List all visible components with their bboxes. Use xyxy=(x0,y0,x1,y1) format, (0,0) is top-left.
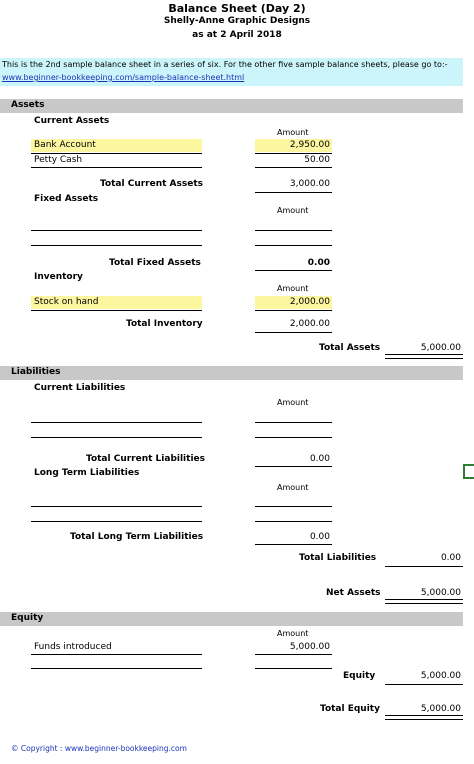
section-assets xyxy=(0,99,463,113)
underline xyxy=(31,230,202,231)
underline xyxy=(255,270,332,271)
notice-text: This is the 2nd sample balance sheet in a series of six. For the other five sample balance sheets, please go to:- xyxy=(2,60,448,69)
underline xyxy=(31,521,202,522)
total-fixed-assets-label: Total Fixed Assets xyxy=(109,258,201,268)
equity-subtotal-label: Equity xyxy=(343,671,376,681)
underline xyxy=(255,654,332,655)
section-equity xyxy=(0,612,463,626)
amount-header: Amount xyxy=(277,398,309,407)
underline xyxy=(255,466,332,467)
equity-subtotal-value: 5,000.00 xyxy=(420,671,461,681)
section-liabilities xyxy=(0,366,463,380)
total-current-liabilities-label: Total Current Liabilities xyxy=(86,454,205,464)
asset-row-value[interactable]: 50.00 xyxy=(304,155,330,165)
total-current-liabilities-value: 0.00 xyxy=(309,454,330,464)
amount-header: Amount xyxy=(277,128,309,137)
report-date: as at 2 April 2018 xyxy=(192,30,282,40)
underline xyxy=(385,684,463,685)
underline xyxy=(255,167,332,168)
total-liabilities-value: 0.00 xyxy=(440,553,461,563)
total-long-term-liabilities-value: 0.00 xyxy=(309,532,330,542)
equity-row-label[interactable]: Funds introduced xyxy=(34,642,112,652)
current-assets-heading: Current Assets xyxy=(34,116,110,126)
underline xyxy=(31,167,202,168)
section-liabilities-label: Liabilities xyxy=(11,367,61,377)
underline xyxy=(31,668,202,669)
underline xyxy=(255,506,332,507)
equity-row-value[interactable]: 5,000.00 xyxy=(289,642,330,652)
underline xyxy=(255,192,332,193)
net-assets-value: 5,000.00 xyxy=(420,588,461,598)
underline xyxy=(255,544,332,545)
amount-header: Amount xyxy=(277,206,309,215)
asset-row-label[interactable]: Bank Account xyxy=(34,140,96,150)
underline xyxy=(255,437,332,438)
underline xyxy=(31,310,202,311)
notice-link[interactable]: www.beginner-bookkeeping.com/sample-balance-sheet.html xyxy=(2,73,245,82)
section-assets-label: Assets xyxy=(11,100,45,110)
section-equity-label: Equity xyxy=(11,613,44,623)
total-equity-label: Total Equity xyxy=(320,704,380,714)
total-inventory-label: Total Inventory xyxy=(126,319,203,329)
total-assets-value: 5,000.00 xyxy=(420,343,461,353)
underline xyxy=(31,153,202,154)
asset-row-label[interactable]: Petty Cash xyxy=(34,155,83,165)
underline xyxy=(255,422,332,423)
double-underline xyxy=(385,715,463,720)
underline xyxy=(255,521,332,522)
double-underline xyxy=(385,354,463,359)
amount-header: Amount xyxy=(277,629,309,638)
underline xyxy=(255,668,332,669)
inventory-row-label[interactable]: Stock on hand xyxy=(34,297,99,307)
amount-header: Amount xyxy=(277,284,309,293)
total-inventory-value: 2,000.00 xyxy=(289,319,330,329)
underline xyxy=(31,422,202,423)
asset-row-value[interactable]: 2,950.00 xyxy=(289,140,330,150)
inventory-row-value[interactable]: 2,000.00 xyxy=(289,297,330,307)
page-title: Balance Sheet (Day 2) xyxy=(168,2,306,15)
total-equity-value: 5,000.00 xyxy=(420,704,461,714)
underline xyxy=(31,654,202,655)
total-long-term-liabilities-label: Total Long Term Liabilities xyxy=(70,532,204,542)
underline xyxy=(255,245,332,246)
underline xyxy=(31,437,202,438)
underline xyxy=(255,310,332,311)
inventory-heading: Inventory xyxy=(34,272,83,282)
underline xyxy=(255,332,332,333)
net-assets-label: Net Assets xyxy=(326,588,381,598)
underline xyxy=(255,230,332,231)
fixed-assets-heading: Fixed Assets xyxy=(34,194,99,204)
notice-banner xyxy=(0,58,463,86)
copyright-footer[interactable]: © Copyright : www.beginner-bookkeeping.com xyxy=(11,744,187,753)
double-underline xyxy=(385,599,463,604)
total-fixed-assets-value: 0.00 xyxy=(307,258,330,268)
selected-cell-indicator[interactable] xyxy=(463,464,474,479)
company-name: Shelly-Anne Graphic Designs xyxy=(163,16,311,26)
underline xyxy=(31,506,202,507)
underline xyxy=(31,245,202,246)
total-assets-label: Total Assets xyxy=(319,343,381,353)
underline xyxy=(255,153,332,154)
amount-header: Amount xyxy=(277,483,309,492)
total-current-assets-value: 3,000.00 xyxy=(289,179,330,189)
long-term-liabilities-heading: Long Term Liabilities xyxy=(34,468,140,478)
underline xyxy=(385,566,463,567)
total-current-assets-label: Total Current Assets xyxy=(100,179,203,189)
current-liabilities-heading: Current Liabilities xyxy=(34,383,126,393)
total-liabilities-label: Total Liabilities xyxy=(299,553,377,563)
